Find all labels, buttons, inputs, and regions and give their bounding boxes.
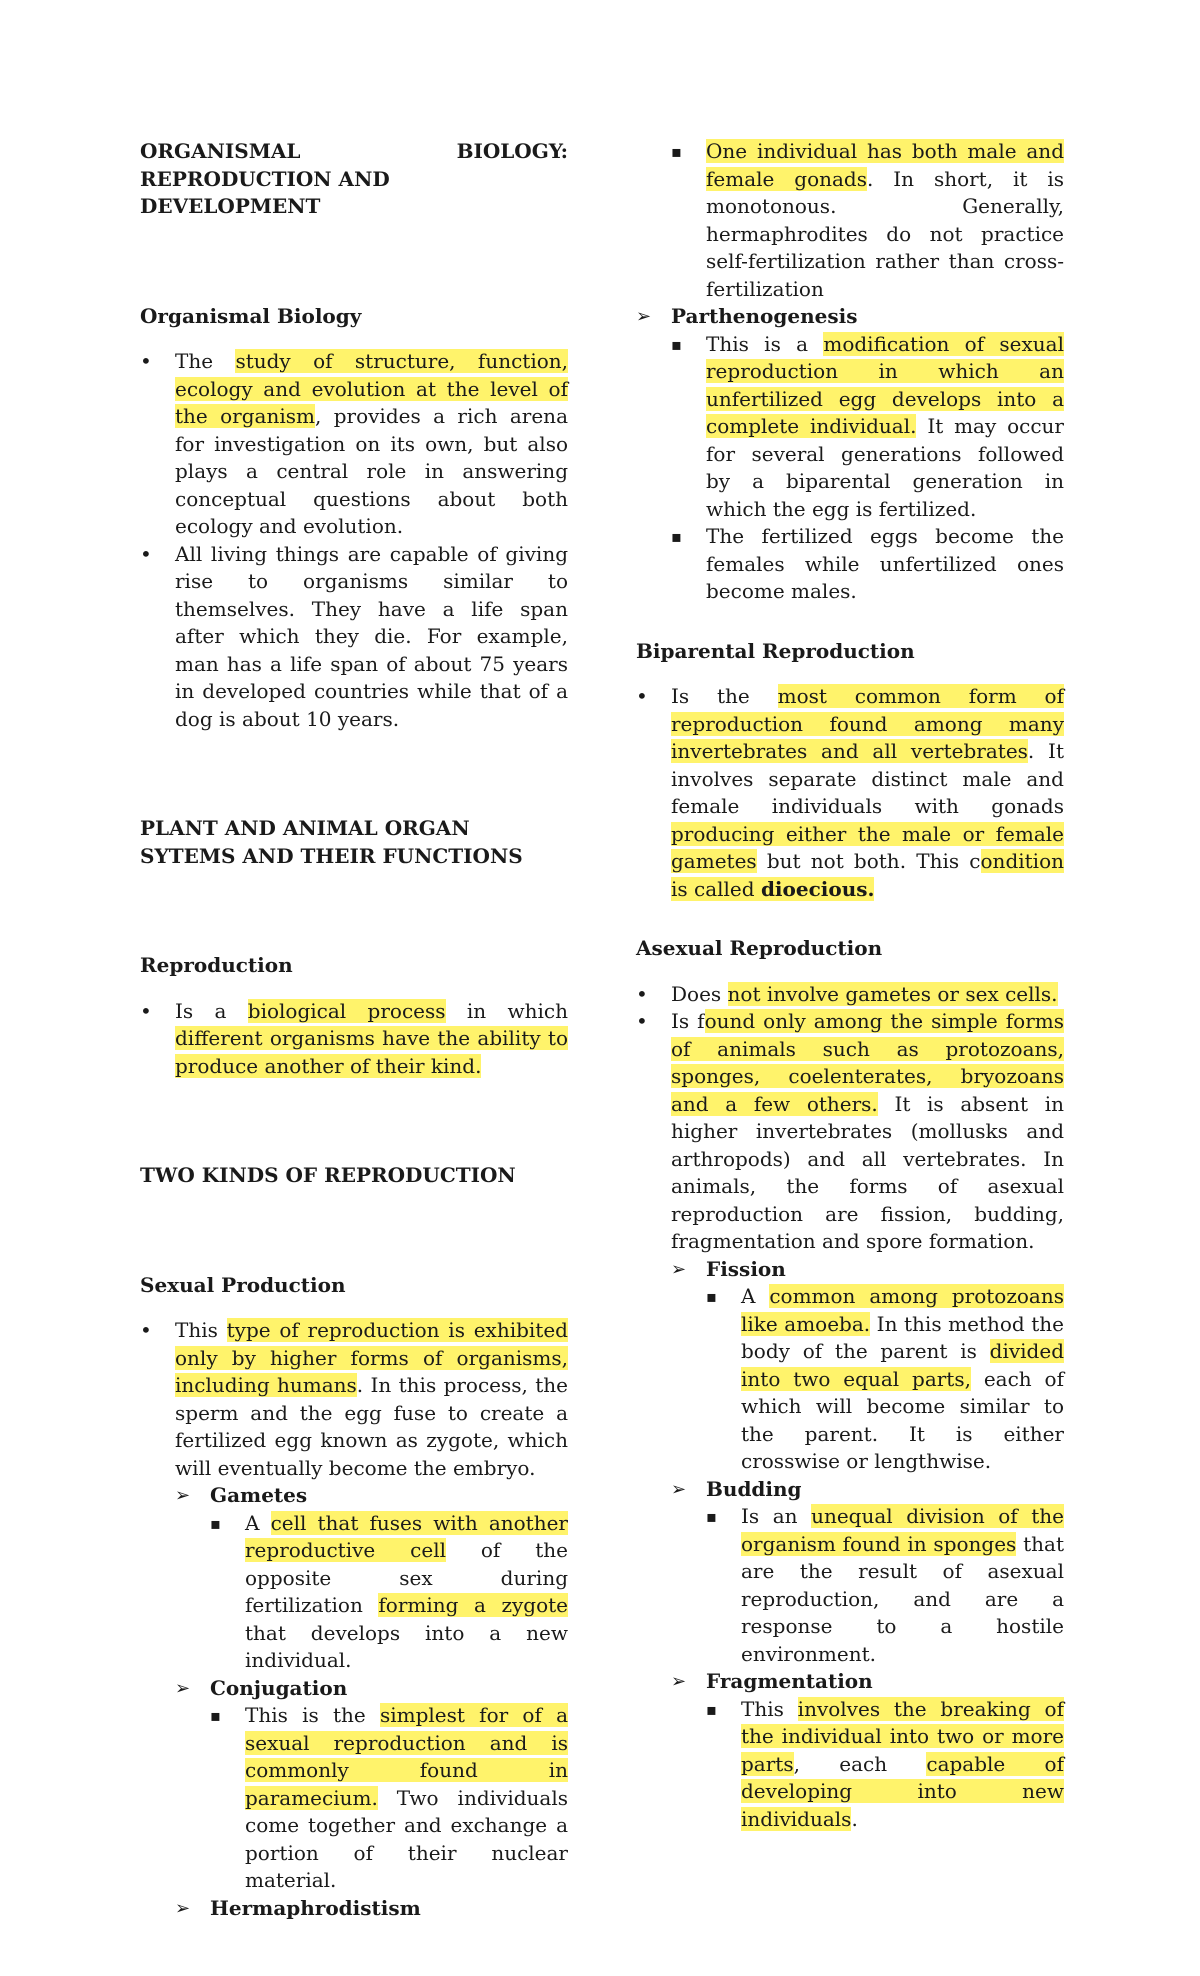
heading-biparental: Biparental Reproduction (636, 638, 915, 663)
highlight: cell that fuses with another reproductive cell (245, 1510, 568, 1562)
document-title-line1 (140, 138, 568, 166)
highlight: simplest for of a sexual reproduction and is commonly found in paramecium. (245, 1703, 568, 1810)
reproduction-list (140, 998, 568, 1081)
list-item: ▪ The fertilized eggs become the females while unfertilized ones become males. (671, 523, 1064, 606)
list-item: ▪ Is an unequal division of the organism found in sponges that are the result of asexual reproduction, and are a response to a hostile environment. (706, 1503, 1064, 1668)
sublist-item-fragmentation: ➢ Fragmentation ▪ This involves the breaking of the individual into two or more parts, each capable of developing into new individuals. (671, 1668, 1064, 1833)
title-word-organismal: ORGANISMAL (140, 139, 301, 163)
highlight: biological process (247, 998, 446, 1023)
biparental-list (636, 683, 1064, 903)
list-item: • Is found only among the simple forms of animals such as protozoans, sponges, coelenterates, bryozoans and a few others. It is absent in higher invertebrates (mollusks and arthropods) and all vertebrates. In animals, the forms of asexual reproduction are fission, budding, fragmentation and spore formation. ➢ Fission ▪ A common among protozoans like amoeba. In this method the body of the parent is divided into two equal parts, each of which will become similar to the parent. It is either crosswise or lengthwise. ➢ Budding ▪ Is an unequal division of the organism found in sponges that are the result of asexual reproduction, and are a response to a hostile environment. ➢ Fragmentation ▪ This involves the breaking of the individual into two or more parts, each capable of developing into new individuals. (636, 1008, 1064, 1833)
right-column (636, 138, 1064, 1833)
list-item: ▪ A common among protozoans like amoeba. In this method the body of the parent is divided into two equal parts, each of which will become similar to the parent. It is either crosswise or lengthwise. (706, 1283, 1064, 1476)
heading-asexual: Asexual Reproduction (636, 936, 883, 960)
sexual-list (140, 1317, 568, 1922)
list-item: ▪ A cell that fuses with another reproductive cell of the opposite sex during fertilization forming a zygote that develops into a new individual. (210, 1510, 568, 1675)
sublist-item-parthenogenesis: ➢ Parthenogenesis ▪ This is a modification of sexual reproduction in which an unfertilized egg develops into a complete individual. It may occur for several generations followed by a biparental generation in which the egg is fertilized. ▪ The fertilized eggs become the females while unfertilized ones become males. (636, 303, 1064, 606)
heading-organismal-biology: Organismal Biology (140, 303, 362, 328)
heading-organ-systems: PLANT AND ANIMAL ORGAN SYTEMS AND THEIR FUNCTIONS (140, 816, 523, 868)
highlight: One individual has both male and female gonads (706, 139, 1064, 191)
highlight: common among protozoans like amoeba. (741, 1284, 1064, 1336)
list-item: ▪ This involves the breaking of the individual into two or more parts, each capable of developing into new individuals. (706, 1696, 1064, 1834)
list-item: • Is a biological process in which different organisms have the ability to produce another of their kind. (140, 998, 568, 1081)
conjugation-list (210, 1702, 568, 1895)
heading-two-kinds: TWO KINDS OF REPRODUCTION (140, 1163, 516, 1187)
highlight: involves the breaking of the individual into two or more parts (741, 1696, 1064, 1776)
asexual-list (636, 981, 1064, 1834)
sublist-item-hermaphroditism: ➢ Hermaphrodistism (175, 1895, 568, 1923)
list-item: • The study of structure, function, ecology and evolution at the level of the organism, provides a rich arena for investigation on its own, but also plays a central role in answering conceptual questions about both ecology and evolution. (140, 348, 568, 541)
highlight: different organisms have the ability to produce another of their kind. (175, 1026, 568, 1078)
list-item: • Is the most common form of reproduction found among many invertebrates and all vertebrates. It involves separate distinct male and female individuals with gonads producing either the male or female gametes but not both. This condition is called dioecious. (636, 683, 1064, 903)
sublist-item-budding: ➢ Budding ▪ Is an unequal division of the organism found in sponges that are the result of asexual reproduction, and are a response to a hostile environment. (671, 1476, 1064, 1669)
highlight: producing either the male or female gametes (671, 821, 1064, 873)
left-column (140, 138, 568, 1922)
list-item: ▪ This is a modification of sexual reproduction in which an unfertilized egg develops into a complete individual. It may occur for several generations followed by a biparental generation in which the egg is fertilized. (671, 331, 1064, 524)
highlight: type of reproduction is exhibited only by higher forms of organisms, including humans (175, 1318, 568, 1397)
highlight: ondition is called dioecious. (671, 849, 1064, 901)
highlight: modification of sexual reproduction in which an unfertilized egg develops into a complete individual. (706, 331, 1064, 438)
heading-reproduction: Reproduction (140, 953, 293, 977)
asexual-sublist (671, 1256, 1064, 1834)
sublist-item-fission: ➢ Fission ▪ A common among protozoans like amoeba. In this method the body of the parent is divided into two equal parts, each of which will become similar to the parent. It is either crosswise or lengthwise. (671, 1256, 1064, 1476)
list-item: ▪ This is the simplest for of a sexual reproduction and is commonly found in paramecium. Two individuals come together and exchange a portion of their nuclear material. (210, 1702, 568, 1895)
list-item: • Does not involve gametes or sex cells. (636, 981, 1064, 1009)
title-word-biology: BIOLOGY: (456, 139, 568, 163)
sublist-item-conjugation: ➢ Conjugation ▪ This is the simplest for of a sexual reproduction and is commonly found in paramecium. Two individuals come together and exchange a portion of their nuclear material. (175, 1675, 568, 1895)
list-item: • All living things are capable of giving rise to organisms similar to themselves. They have a life span after which they die. For example, man has a life span of about 75 years in developed countries while that of a dog is about 10 years. (140, 541, 568, 734)
parthenogenesis-list (671, 331, 1064, 606)
organismal-list (140, 348, 568, 733)
highlight: not involve gametes or sex cells. (727, 981, 1058, 1006)
gametes-list (210, 1510, 568, 1675)
sublist-item-gametes: ➢ Gametes ▪ A cell that fuses with another reproductive cell of the opposite sex during fertilization forming a zygote that develops into a new individual. (175, 1482, 568, 1675)
highlight: unequal division of the organism found in sponges (741, 1504, 1064, 1556)
list-item: ▪ One individual has both male and female gonads. In short, it is monotonous. Generally, hermaphrodites do not practice self-fertilization rather than cross-fertilization (671, 138, 1064, 303)
highlight: most common form of reproduction found among many invertebrates and all vertebrates (671, 684, 1064, 763)
highlight: divided into two equal parts, (741, 1339, 1064, 1391)
sexual-sublist (175, 1482, 568, 1922)
budding-list (706, 1503, 1064, 1668)
fragmentation-list (706, 1696, 1064, 1834)
highlight: ound only among the simple forms of animals such as protozoans, sponges, coelenterates, bryozoans and a few others. (671, 1009, 1064, 1116)
list-item: • This type of reproduction is exhibited only by higher forms of organisms, including humans. In this process, the sperm and the egg fuse to create a fertilized egg known as zygote, which will eventually become the embryo. ➢ Gametes ▪ A cell that fuses with another reproductive cell of the opposite sex during fertilization forming a zygote that develops into a new individual. ➢ Conjugation ▪ This is the simplest for of a sexual reproduction and is commonly found in paramecium. Two individuals come together and exchange a portion of their nuclear material. ➢ Hermaphrodistism (140, 1317, 568, 1922)
heading-sexual-production: Sexual Production (140, 1272, 346, 1297)
highlight: capable of developing into new individuals (741, 1751, 1064, 1831)
parthenogenesis-sublist (636, 303, 1064, 606)
highlight: forming a zygote (378, 1593, 568, 1617)
hermaphroditism-list (671, 138, 1064, 303)
highlight: study of structure, function, ecology and evolution at the level of the organism (175, 349, 568, 428)
fission-list (706, 1283, 1064, 1476)
document-title-line2: REPRODUCTION AND DEVELOPMENT (140, 166, 390, 218)
